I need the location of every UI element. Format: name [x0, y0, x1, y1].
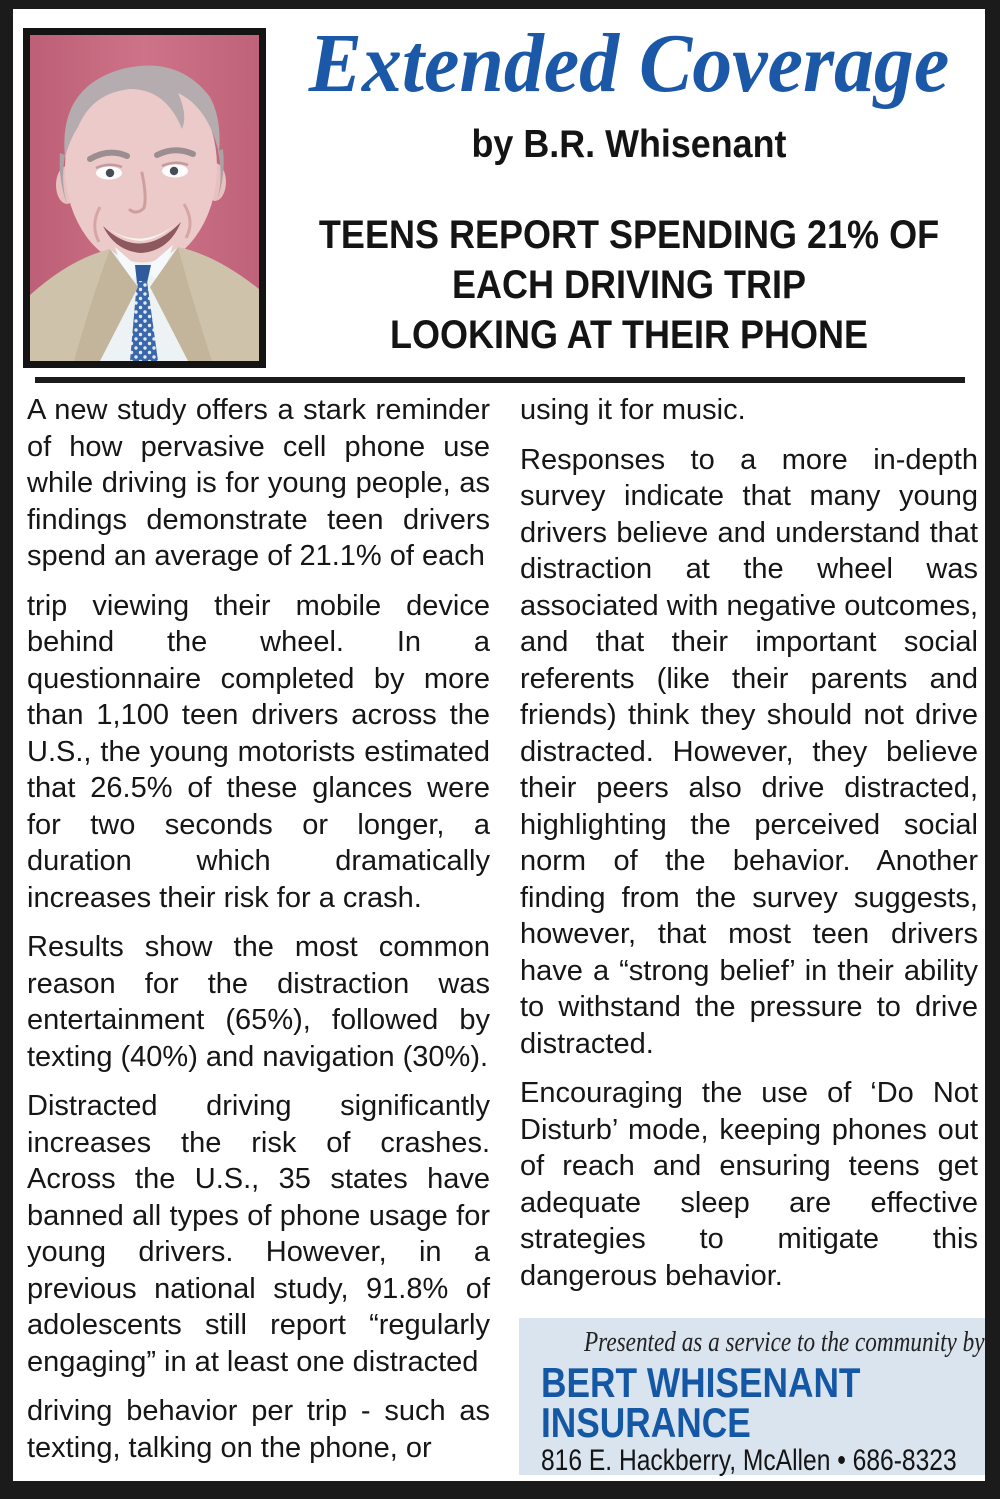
- frame-bottom-border: [0, 1481, 1000, 1499]
- article-paragraph: Responses to a more in-depth survey indicate that many young drivers believe and understand that distraction at the wheel was associated with negative outcomes, and that their important social referents (like their parents and friends) think they should not drive distracted. However, they believe their peers also drive distracted, highlighting the perceived social norm of the behavior. Another finding from the survey suggests, however, that most teen drivers have a “strong belief’ in their ability to withstand the pressure to drive distracted.: [520, 443, 978, 1060]
- frame-left-border: [0, 0, 13, 1499]
- frame-top-border: [0, 0, 1000, 9]
- article-paragraph: using it for music.: [520, 394, 746, 426]
- headline-line-1: TEENS REPORT SPENDING 21% OF: [318, 213, 940, 257]
- sponsor-box: [519, 1318, 985, 1475]
- byline: by B.R. Whisenant: [471, 123, 787, 166]
- article-column-right: [520, 392, 978, 1307]
- presented-by-line: Presented as a service to the community by: [584, 1326, 985, 1358]
- article-paragraph: Results show the most common reason for the distraction was entertainment (65%), followed by texting (40%) and navigation (30%).: [27, 931, 490, 1073]
- article-paragraph: A new study offers a stark reminder of how pervasive cell phone use while driving is for young people, as findings demonstrate teen drivers spend an average of 21.1% of each: [27, 394, 490, 572]
- article-paragraph: driving behavior per trip - such as texting, talking on the phone, or: [27, 1395, 490, 1464]
- article-paragraph: trip viewing their mobile device behind the wheel. In a questionnaire completed by more than 1,100 teen drivers across the U.S., the young motorists estimated that 26.5% of these glances were for two seconds or longer, a duration which dramatically increases their risk for a crash.: [27, 589, 490, 914]
- author-portrait-illustration: [30, 35, 259, 361]
- sponsor-name-line-1: BERT WHISENANT: [541, 1359, 861, 1406]
- frame-right-border: [985, 0, 1000, 1499]
- headline-line-2: EACH DRIVING TRIP: [451, 263, 807, 307]
- article-paragraph: Encouraging the use of ‘Do Not Disturb’ mode, keeping phones out of reach and ensuring teens get adequate sleep are effective strategies to mitigate this dangerous behavior.: [520, 1077, 978, 1292]
- sponsor-address-phone: 816 E. Hackberry, McAllen • 686-8323: [541, 1444, 957, 1477]
- article-paragraph: Distracted driving significantly increases the risk of crashes. Across the U.S., 35 states have banned all types of phone usage for young drivers. However, in a previous national study, 91.8% of adolescents still report “regularly engaging” in at least one distracted: [27, 1090, 490, 1378]
- headline-line-3: LOOKING AT THEIR PHONE: [389, 313, 869, 357]
- article-headline: [278, 210, 980, 360]
- author-photo: [23, 28, 266, 368]
- column-masthead-title: Extended Coverage: [308, 17, 950, 110]
- header-divider-rule: [35, 377, 965, 383]
- article-column-left: [27, 392, 490, 1479]
- sponsor-name-line-2: INSURANCE: [541, 1399, 751, 1446]
